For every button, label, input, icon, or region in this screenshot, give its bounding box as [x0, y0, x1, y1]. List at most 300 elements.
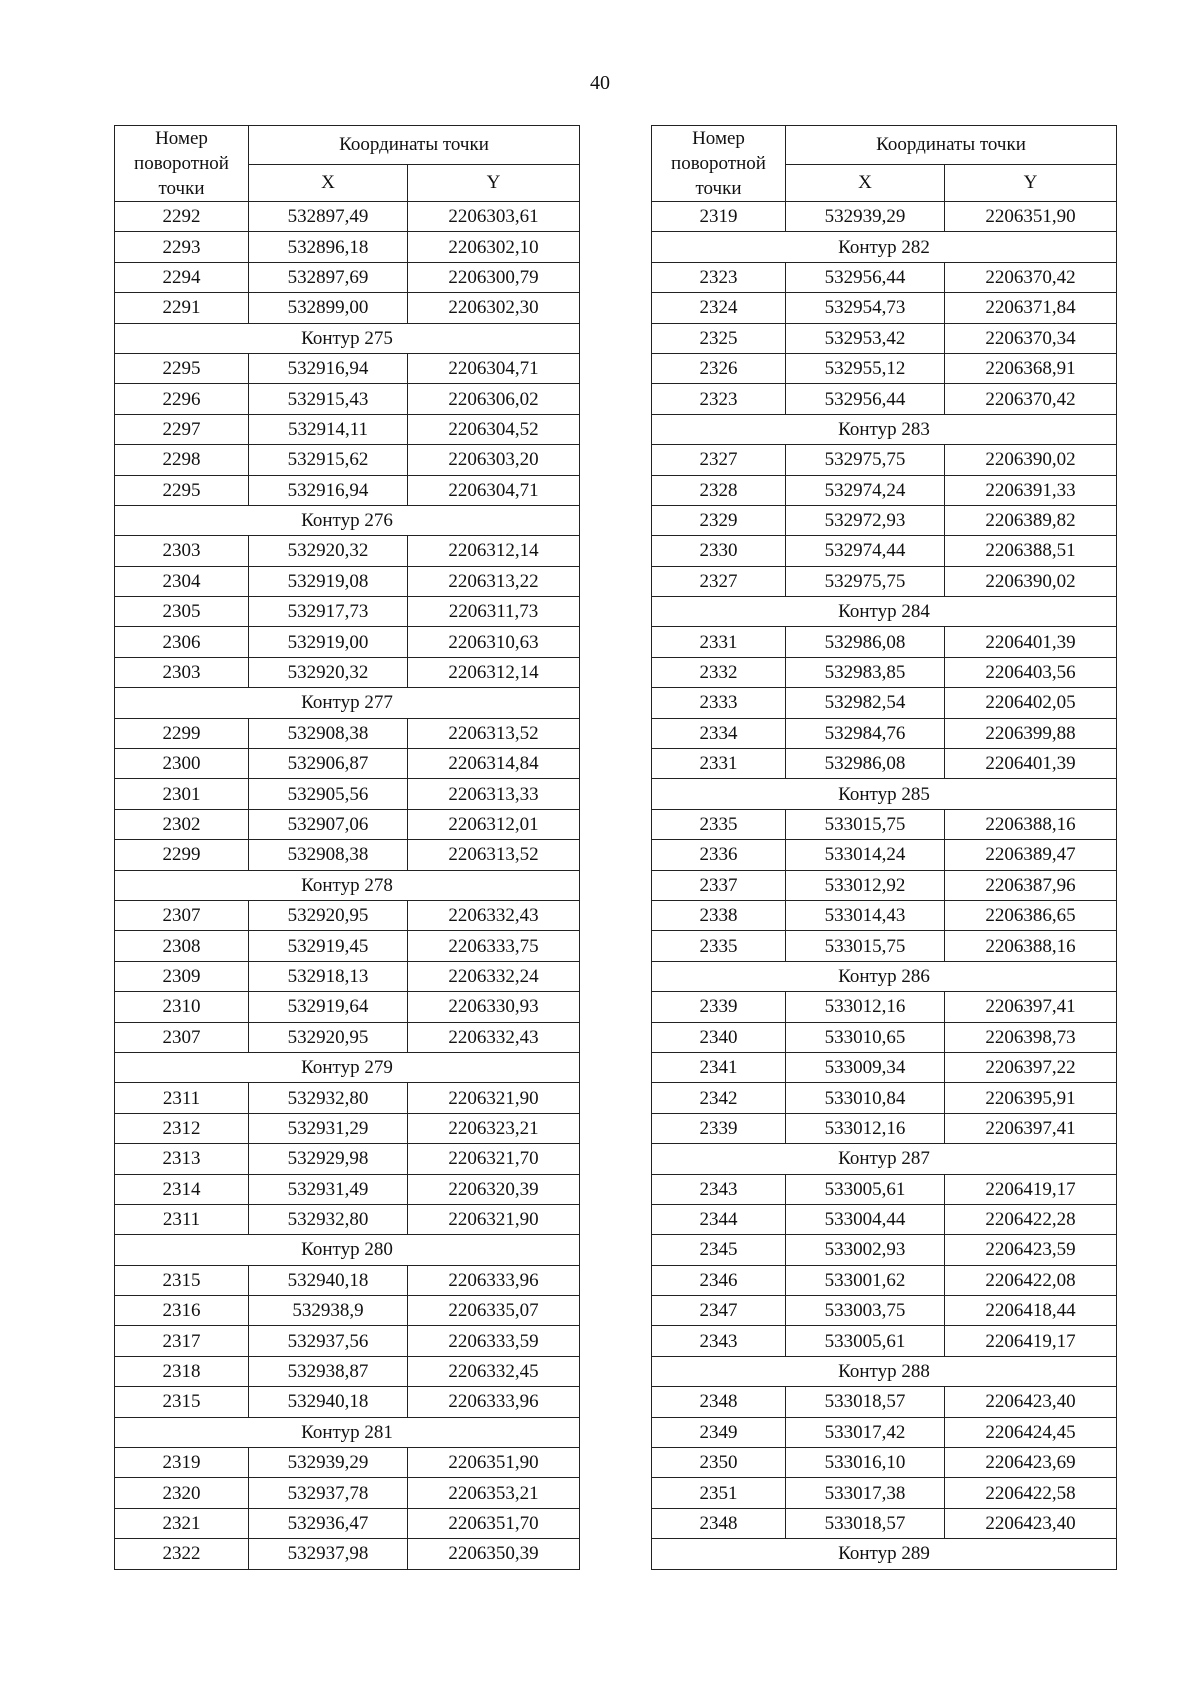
x-coordinate-cell: 532982,54	[786, 688, 945, 718]
point-number-cell: 2295	[115, 353, 249, 383]
contour-header-row	[115, 870, 580, 900]
table-row	[115, 597, 580, 627]
table-row	[652, 900, 1117, 930]
table-row	[115, 1083, 580, 1113]
table-row	[652, 1508, 1117, 1538]
header-coordinates: Координаты точки	[249, 126, 580, 165]
x-coordinate-cell: 532915,43	[249, 384, 408, 414]
y-coordinate-cell: 2206368,91	[945, 353, 1117, 383]
x-coordinate-cell: 532975,75	[786, 566, 945, 596]
table-row	[652, 1478, 1117, 1508]
contour-header-row	[652, 1539, 1117, 1569]
x-coordinate-cell: 532939,29	[786, 202, 945, 232]
y-coordinate-cell: 2206332,45	[408, 1356, 580, 1386]
x-coordinate-cell: 533010,84	[786, 1083, 945, 1113]
y-coordinate-cell: 2206388,16	[945, 931, 1117, 961]
table-row	[115, 1022, 580, 1052]
point-number-cell: 2299	[115, 840, 249, 870]
table-row	[652, 262, 1117, 292]
table-row	[115, 414, 580, 444]
x-coordinate-cell: 533012,16	[786, 992, 945, 1022]
x-coordinate-cell: 532920,32	[249, 657, 408, 687]
y-coordinate-cell: 2206423,59	[945, 1235, 1117, 1265]
point-number-cell: 2315	[115, 1387, 249, 1417]
point-number-cell: 2306	[115, 627, 249, 657]
x-coordinate-cell: 533017,38	[786, 1478, 945, 1508]
x-coordinate-cell: 532917,73	[249, 597, 408, 627]
x-coordinate-cell: 533012,92	[786, 870, 945, 900]
point-number-cell: 2292	[115, 202, 249, 232]
point-number-cell: 2339	[652, 992, 786, 1022]
table-row	[115, 1174, 580, 1204]
y-coordinate-cell: 2206422,28	[945, 1204, 1117, 1234]
table-row	[115, 1356, 580, 1386]
x-coordinate-cell: 533016,10	[786, 1448, 945, 1478]
table-row	[115, 536, 580, 566]
header-x: X	[786, 165, 945, 202]
point-number-cell: 2337	[652, 870, 786, 900]
point-number-cell: 2339	[652, 1113, 786, 1143]
table-row	[652, 657, 1117, 687]
y-coordinate-cell: 2206422,08	[945, 1265, 1117, 1295]
y-coordinate-cell: 2206312,01	[408, 809, 580, 839]
point-number-cell: 2342	[652, 1083, 786, 1113]
table-row	[652, 293, 1117, 323]
contour-header-row	[115, 505, 580, 535]
y-coordinate-cell: 2206353,21	[408, 1478, 580, 1508]
point-number-cell: 2348	[652, 1387, 786, 1417]
point-number-cell: 2349	[652, 1417, 786, 1447]
contour-label: Контур 278	[115, 870, 580, 900]
x-coordinate-cell: 533018,57	[786, 1387, 945, 1417]
contour-header-row	[652, 1144, 1117, 1174]
contour-header-row	[115, 1417, 580, 1447]
y-coordinate-cell: 2206371,84	[945, 293, 1117, 323]
table-row	[115, 1326, 580, 1356]
x-coordinate-cell: 533005,61	[786, 1326, 945, 1356]
contour-label: Контур 280	[115, 1235, 580, 1265]
contour-header-row	[115, 688, 580, 718]
y-coordinate-cell: 2206321,90	[408, 1083, 580, 1113]
point-number-cell: 2305	[115, 597, 249, 627]
contour-label: Контур 285	[652, 779, 1117, 809]
point-number-cell: 2338	[652, 900, 786, 930]
y-coordinate-cell: 2206335,07	[408, 1296, 580, 1326]
point-number-cell: 2321	[115, 1508, 249, 1538]
x-coordinate-cell: 532986,08	[786, 749, 945, 779]
table-row	[652, 323, 1117, 353]
x-coordinate-cell: 532919,00	[249, 627, 408, 657]
point-number-cell: 2327	[652, 445, 786, 475]
y-coordinate-cell: 2206419,17	[945, 1174, 1117, 1204]
table-row	[115, 1296, 580, 1326]
table-row	[652, 840, 1117, 870]
table-row	[652, 1174, 1117, 1204]
table-row	[115, 445, 580, 475]
point-number-cell: 2312	[115, 1113, 249, 1143]
table-row	[115, 657, 580, 687]
y-coordinate-cell: 2206303,61	[408, 202, 580, 232]
x-coordinate-cell: 532983,85	[786, 657, 945, 687]
table-row	[652, 475, 1117, 505]
x-coordinate-cell: 532899,00	[249, 293, 408, 323]
x-coordinate-cell: 532956,44	[786, 262, 945, 292]
point-number-cell: 2296	[115, 384, 249, 414]
table-row	[652, 1448, 1117, 1478]
y-coordinate-cell: 2206397,22	[945, 1052, 1117, 1082]
x-coordinate-cell: 532915,62	[249, 445, 408, 475]
y-coordinate-cell: 2206351,70	[408, 1508, 580, 1538]
table-row	[115, 961, 580, 991]
table-row	[652, 445, 1117, 475]
y-coordinate-cell: 2206321,90	[408, 1204, 580, 1234]
table-row	[115, 1508, 580, 1538]
table-row	[652, 1417, 1117, 1447]
point-number-cell: 2326	[652, 353, 786, 383]
table-row	[115, 718, 580, 748]
point-number-cell: 2298	[115, 445, 249, 475]
contour-label: Контур 284	[652, 597, 1117, 627]
table-row	[652, 353, 1117, 383]
point-number-cell: 2331	[652, 749, 786, 779]
table-row	[652, 1326, 1117, 1356]
y-coordinate-cell: 2206313,52	[408, 840, 580, 870]
contour-header-row	[652, 414, 1117, 444]
x-coordinate-cell: 532954,73	[786, 293, 945, 323]
point-number-cell: 2346	[652, 1265, 786, 1295]
contour-label: Контур 277	[115, 688, 580, 718]
point-number-cell: 2311	[115, 1204, 249, 1234]
x-coordinate-cell: 532932,80	[249, 1204, 408, 1234]
point-number-cell: 2333	[652, 688, 786, 718]
contour-label: Контур 275	[115, 323, 580, 353]
y-coordinate-cell: 2206423,40	[945, 1508, 1117, 1538]
x-coordinate-cell: 532916,94	[249, 353, 408, 383]
y-coordinate-cell: 2206401,39	[945, 749, 1117, 779]
x-coordinate-cell: 533009,34	[786, 1052, 945, 1082]
y-coordinate-cell: 2206311,73	[408, 597, 580, 627]
header-point-number-line: поворотной	[134, 153, 229, 174]
y-coordinate-cell: 2206303,20	[408, 445, 580, 475]
point-number-cell: 2323	[652, 262, 786, 292]
y-coordinate-cell: 2206395,91	[945, 1083, 1117, 1113]
point-number-cell: 2319	[115, 1448, 249, 1478]
x-coordinate-cell: 532908,38	[249, 840, 408, 870]
y-coordinate-cell: 2206333,96	[408, 1387, 580, 1417]
x-coordinate-cell: 532939,29	[249, 1448, 408, 1478]
coordinates-table-left	[114, 125, 580, 1570]
y-coordinate-cell: 2206302,30	[408, 293, 580, 323]
table-row	[115, 1144, 580, 1174]
contour-label: Контур 286	[652, 961, 1117, 991]
point-number-cell: 2351	[652, 1478, 786, 1508]
table-row	[115, 475, 580, 505]
x-coordinate-cell: 532955,12	[786, 353, 945, 383]
table-row	[652, 1113, 1117, 1143]
table-body	[115, 202, 580, 1570]
point-number-cell: 2343	[652, 1174, 786, 1204]
y-coordinate-cell: 2206370,42	[945, 262, 1117, 292]
table-row	[115, 262, 580, 292]
x-coordinate-cell: 532897,69	[249, 262, 408, 292]
table-row	[652, 1265, 1117, 1295]
table-row	[115, 992, 580, 1022]
x-coordinate-cell: 532932,80	[249, 1083, 408, 1113]
x-coordinate-cell: 532975,75	[786, 445, 945, 475]
x-coordinate-cell: 532936,47	[249, 1508, 408, 1538]
table-row	[115, 566, 580, 596]
y-coordinate-cell: 2206388,51	[945, 536, 1117, 566]
y-coordinate-cell: 2206397,41	[945, 1113, 1117, 1143]
point-number-cell: 2291	[115, 293, 249, 323]
point-number-cell: 2316	[115, 1296, 249, 1326]
header-point-number-line: поворотной	[671, 153, 766, 174]
y-coordinate-cell: 2206304,52	[408, 414, 580, 444]
table-row	[115, 627, 580, 657]
point-number-cell: 2328	[652, 475, 786, 505]
contour-header-row	[115, 1052, 580, 1082]
table-row	[115, 900, 580, 930]
table-row	[652, 718, 1117, 748]
point-number-cell: 2302	[115, 809, 249, 839]
point-number-cell: 2347	[652, 1296, 786, 1326]
contour-label: Контур 288	[652, 1356, 1117, 1386]
y-coordinate-cell: 2206370,34	[945, 323, 1117, 353]
y-coordinate-cell: 2206320,39	[408, 1174, 580, 1204]
x-coordinate-cell: 533014,24	[786, 840, 945, 870]
header-x: X	[249, 165, 408, 202]
y-coordinate-cell: 2206398,73	[945, 1022, 1117, 1052]
y-coordinate-cell: 2206399,88	[945, 718, 1117, 748]
point-number-cell: 2307	[115, 1022, 249, 1052]
x-coordinate-cell: 532938,87	[249, 1356, 408, 1386]
y-coordinate-cell: 2206351,90	[945, 202, 1117, 232]
x-coordinate-cell: 532953,42	[786, 323, 945, 353]
contour-label: Контур 289	[652, 1539, 1117, 1569]
point-number-cell: 2318	[115, 1356, 249, 1386]
point-number-cell: 2307	[115, 900, 249, 930]
x-coordinate-cell: 532919,08	[249, 566, 408, 596]
x-coordinate-cell: 532972,93	[786, 505, 945, 535]
x-coordinate-cell: 533017,42	[786, 1417, 945, 1447]
table-row	[652, 505, 1117, 535]
x-coordinate-cell: 533015,75	[786, 931, 945, 961]
y-coordinate-cell: 2206397,41	[945, 992, 1117, 1022]
point-number-cell: 2304	[115, 566, 249, 596]
contour-header-row	[652, 597, 1117, 627]
point-number-cell: 2332	[652, 657, 786, 687]
x-coordinate-cell: 532908,38	[249, 718, 408, 748]
point-number-cell: 2327	[652, 566, 786, 596]
header-point-number-line: точки	[695, 178, 742, 199]
x-coordinate-cell: 533005,61	[786, 1174, 945, 1204]
contour-label: Контур 287	[652, 1144, 1117, 1174]
table-row	[652, 749, 1117, 779]
y-coordinate-cell: 2206388,16	[945, 809, 1117, 839]
x-coordinate-cell: 532937,78	[249, 1478, 408, 1508]
y-coordinate-cell: 2206387,96	[945, 870, 1117, 900]
table-row	[652, 566, 1117, 596]
point-number-cell: 2329	[652, 505, 786, 535]
point-number-cell: 2317	[115, 1326, 249, 1356]
y-coordinate-cell: 2206418,44	[945, 1296, 1117, 1326]
table-row	[115, 1448, 580, 1478]
x-coordinate-cell: 532938,9	[249, 1296, 408, 1326]
table-row	[652, 1387, 1117, 1417]
table-body	[652, 202, 1117, 1570]
y-coordinate-cell: 2206402,05	[945, 688, 1117, 718]
y-coordinate-cell: 2206332,24	[408, 961, 580, 991]
point-number-cell: 2300	[115, 749, 249, 779]
contour-header-row	[115, 323, 580, 353]
table-row	[115, 1204, 580, 1234]
point-number-cell: 2315	[115, 1265, 249, 1295]
point-number-cell: 2340	[652, 1022, 786, 1052]
point-number-cell: 2320	[115, 1478, 249, 1508]
table-row	[115, 931, 580, 961]
y-coordinate-cell: 2206312,14	[408, 536, 580, 566]
table-row	[115, 384, 580, 414]
x-coordinate-cell: 533002,93	[786, 1235, 945, 1265]
point-number-cell: 2303	[115, 657, 249, 687]
y-coordinate-cell: 2206423,69	[945, 1448, 1117, 1478]
point-number-cell: 2334	[652, 718, 786, 748]
point-number-cell: 2301	[115, 779, 249, 809]
table-row	[652, 1296, 1117, 1326]
point-number-cell: 2313	[115, 1144, 249, 1174]
x-coordinate-cell: 532918,13	[249, 961, 408, 991]
table-row	[115, 1387, 580, 1417]
table-row	[652, 1204, 1117, 1234]
y-coordinate-cell: 2206313,33	[408, 779, 580, 809]
x-coordinate-cell: 532984,76	[786, 718, 945, 748]
y-coordinate-cell: 2206321,70	[408, 1144, 580, 1174]
x-coordinate-cell: 532905,56	[249, 779, 408, 809]
point-number-cell: 2350	[652, 1448, 786, 1478]
x-coordinate-cell: 532929,98	[249, 1144, 408, 1174]
y-coordinate-cell: 2206313,52	[408, 718, 580, 748]
x-coordinate-cell: 532956,44	[786, 384, 945, 414]
x-coordinate-cell: 532920,95	[249, 900, 408, 930]
header-coordinates: Координаты точки	[786, 126, 1117, 165]
point-number-cell: 2311	[115, 1083, 249, 1113]
y-coordinate-cell: 2206386,65	[945, 900, 1117, 930]
table-row	[652, 870, 1117, 900]
table-row	[115, 1539, 580, 1569]
table-row	[652, 1083, 1117, 1113]
point-number-cell: 2309	[115, 961, 249, 991]
table-row	[652, 809, 1117, 839]
table-row	[652, 992, 1117, 1022]
point-number-cell: 2343	[652, 1326, 786, 1356]
y-coordinate-cell: 2206302,10	[408, 232, 580, 262]
point-number-cell: 2297	[115, 414, 249, 444]
point-number-cell: 2336	[652, 840, 786, 870]
header-point-number	[115, 126, 249, 202]
contour-label: Контур 279	[115, 1052, 580, 1082]
y-coordinate-cell: 2206332,43	[408, 1022, 580, 1052]
header-point-number-line: точки	[158, 178, 205, 199]
contour-label: Контур 281	[115, 1417, 580, 1447]
table-row	[652, 931, 1117, 961]
x-coordinate-cell: 532986,08	[786, 627, 945, 657]
point-number-cell: 2324	[652, 293, 786, 323]
x-coordinate-cell: 533003,75	[786, 1296, 945, 1326]
contour-header-row	[652, 779, 1117, 809]
table-row	[115, 779, 580, 809]
y-coordinate-cell: 2206333,59	[408, 1326, 580, 1356]
table-row	[115, 232, 580, 262]
y-coordinate-cell: 2206423,40	[945, 1387, 1117, 1417]
y-coordinate-cell: 2206333,75	[408, 931, 580, 961]
point-number-cell: 2303	[115, 536, 249, 566]
contour-header-row	[652, 1356, 1117, 1386]
table-row	[652, 688, 1117, 718]
y-coordinate-cell: 2206403,56	[945, 657, 1117, 687]
y-coordinate-cell: 2206333,96	[408, 1265, 580, 1295]
point-number-cell: 2348	[652, 1508, 786, 1538]
table-row	[115, 1478, 580, 1508]
x-coordinate-cell: 533012,16	[786, 1113, 945, 1143]
x-coordinate-cell: 532896,18	[249, 232, 408, 262]
point-number-cell: 2325	[652, 323, 786, 353]
contour-label: Контур 282	[652, 232, 1117, 262]
table-row	[652, 202, 1117, 232]
y-coordinate-cell: 2206389,82	[945, 505, 1117, 535]
point-number-cell: 2344	[652, 1204, 786, 1234]
point-number-cell: 2293	[115, 232, 249, 262]
x-coordinate-cell: 532914,11	[249, 414, 408, 444]
point-number-cell: 2310	[115, 992, 249, 1022]
coordinates-table-right	[651, 125, 1117, 1570]
header-y: Y	[408, 165, 580, 202]
point-number-cell: 2322	[115, 1539, 249, 1569]
table-row	[115, 202, 580, 232]
y-coordinate-cell: 2206323,21	[408, 1113, 580, 1143]
header-point-number-line: Номер	[692, 128, 745, 149]
point-number-cell: 2319	[652, 202, 786, 232]
point-number-cell: 2308	[115, 931, 249, 961]
x-coordinate-cell: 532897,49	[249, 202, 408, 232]
y-coordinate-cell: 2206306,02	[408, 384, 580, 414]
y-coordinate-cell: 2206390,02	[945, 445, 1117, 475]
y-coordinate-cell: 2206350,39	[408, 1539, 580, 1569]
y-coordinate-cell: 2206422,58	[945, 1478, 1117, 1508]
x-coordinate-cell: 532919,45	[249, 931, 408, 961]
contour-header-row	[115, 1235, 580, 1265]
y-coordinate-cell: 2206389,47	[945, 840, 1117, 870]
table-row	[115, 293, 580, 323]
y-coordinate-cell: 2206424,45	[945, 1417, 1117, 1447]
table-row	[115, 840, 580, 870]
x-coordinate-cell: 532940,18	[249, 1387, 408, 1417]
x-coordinate-cell: 532931,49	[249, 1174, 408, 1204]
point-number-cell: 2323	[652, 384, 786, 414]
table-row	[652, 1235, 1117, 1265]
y-coordinate-cell: 2206313,22	[408, 566, 580, 596]
page-number: 40	[590, 72, 610, 94]
y-coordinate-cell: 2206304,71	[408, 475, 580, 505]
point-number-cell: 2314	[115, 1174, 249, 1204]
contour-label: Контур 283	[652, 414, 1117, 444]
x-coordinate-cell: 532916,94	[249, 475, 408, 505]
x-coordinate-cell: 532920,32	[249, 536, 408, 566]
table-row	[115, 1113, 580, 1143]
y-coordinate-cell: 2206370,42	[945, 384, 1117, 414]
y-coordinate-cell: 2206330,93	[408, 992, 580, 1022]
contour-header-row	[652, 961, 1117, 991]
x-coordinate-cell: 533001,62	[786, 1265, 945, 1295]
